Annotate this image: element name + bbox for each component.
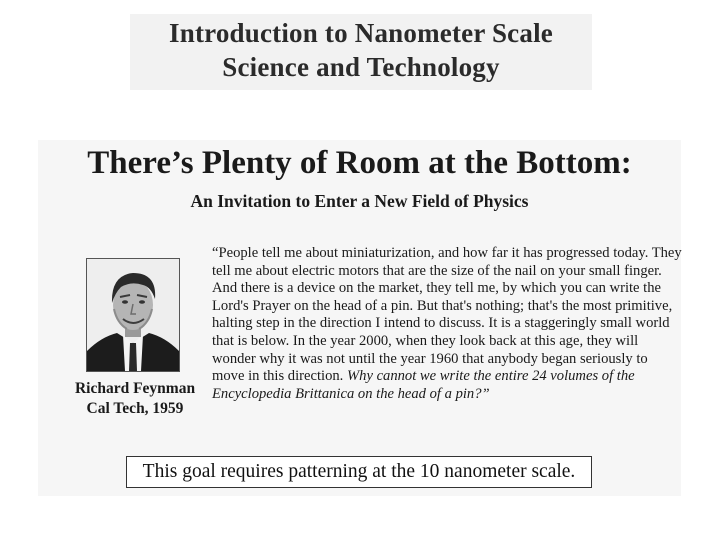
caption-place-year: Cal Tech, 1959 [86,400,184,417]
feynman-portrait [86,258,180,372]
course-title-line-2: Science and Technology [222,52,500,82]
portrait-photo-icon [87,259,179,371]
goal-statement-box: This goal requires patterning at the 10 nanometer scale. [126,456,592,488]
portrait-caption [60,379,210,419]
quote-italic-text: Why cannot we write the entire 24 volumes of the Encyclopedia Brittanica on the head of a pin?” [212,368,635,402]
feynman-quote [212,245,682,403]
sub-heading: An Invitation to Enter a New Field of Physics [190,191,529,211]
quote-text: “People tell me about miniaturization, and how far it has progressed today. They tell me about electric motors that are the size of the nail on your small finger. And there is a device on the market, they tell me, by which you can write the Lord's Prayer on the head of a pin. But that's nothing; that's the most primitive, halting step in the direction I intend to discuss. It is a staggeringly small world that is below. In the year 2000, when they look back at this age, they will wonder why it was not until the year 1960 that anybody began seriously to move in this direction. [212,245,682,385]
course-title [130,16,592,84]
course-title-line-1: Introduction to Nanometer Scale [169,18,553,48]
caption-name: Richard Feynman [74,380,196,397]
main-heading: There’s Plenty of Room at the Bottom: [87,145,632,181]
